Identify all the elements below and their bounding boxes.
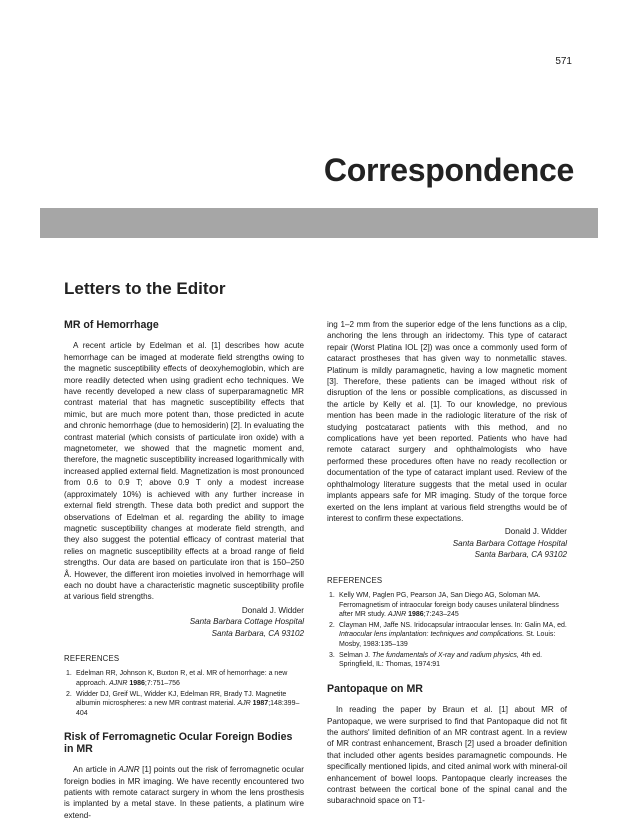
letter1-body: A recent article by Edelman et al. [1] describes how acute hemorrhage can be imaged at moderate field strengths owing to the magnetic susceptibility effects of deoxyhemoglobin, which are more readily detected when using gradient echo techniques. We have recently developed a new class of superparamagnetic MR contrast material that has magnetic susceptibility effects that mimic, but are much more potent than, those predicted in acute and chronic hemorrhage (due to hemosiderin) [2]. In evaluating the contrast material (which consists of particulate iron oxide) with a magnetometer, we showed that the magnetic moment and, therefore, the magnetic susceptibility increased logarithmically with increased applied external field. Magnetization is most pronounced from 0.6 to 0.9 T; above 0.9 T only a modest increase (approximately 10%) is achieved with any further increase in external field strength. These data both predict and support the observations of Edelman et al. regarding the ability to image magnetic susceptibility changes at moderate field strength, and they also suggest the potential efficacy of contrast material that relies on magnetic susceptibility effects at a broad range of field strengths. Our data are based on particulate iron that is 150–250 Å. However, the different iron moieties involved in hemorrhage will each no doubt have a characteristic magnetic susceptibility profile at various field strengths. bbox=[64, 341, 304, 602]
reference-item: 2. Clayman HM, Jaffe NS. Iridocapsular intraocular lenses. In: Galin MA, ed. Intraocular lens implantation: techniques and complications. St. Louis: Mosby, 1983:135–139 bbox=[329, 621, 567, 648]
letter1-signature bbox=[64, 605, 304, 639]
letters-heading: Letters to the Editor bbox=[64, 279, 226, 298]
letter2-signature bbox=[327, 526, 567, 560]
letter3-body: In reading the paper by Braun et al. [1] about MR of Pantopaque, we were surprised to find that Pantopaque did not fit the authors' limited definition of an MR contrast agent. In a review of MR contrast enhancement, Brasch [2] used a broader definition that included other agents besides paramagnetic compounds. He specifically mentioned lipids, and cited animal work with mineral-oil enhancement of bowel loops. Pantopaque clearly increases the contrast between the cortical bone of the spinal canal and the subarachnoid space on T1- bbox=[327, 705, 567, 806]
letter2-sig-aff2: Santa Barbara, CA 93102 bbox=[474, 550, 567, 560]
letter1-heading: MR of Hemorrhage bbox=[64, 319, 159, 331]
letter2-refs-heading: REFERENCES bbox=[327, 575, 383, 585]
letter2-sig-name: Donald J. Widder bbox=[504, 527, 567, 537]
reference-item: 1. Kelly WM, Paglen PG, Pearson JA, San Diego AG, Soloman MA. Ferromagnetism of intraocular foreign body causes unilateral blindness after MR study. AJNR 1986;7:243–245 bbox=[329, 591, 559, 619]
letter1-sig-name: Donald J. Widder bbox=[241, 605, 304, 615]
letter2-body-continued: ing 1–2 mm from the superior edge of the lens functions as a clip, anchoring the lens through an iridectomy. This type of cataract repair (Worst Platina IOL [2]) was once a commonly used form of cataract prostheses that has given way to nonmetallic staves. Platinum is mildly paramagnetic, having a low magnetic moment [3]. Therefore, these patients can be imaged without risk of disruption of the lens or possible complications, as discussed in the article by Kelly et al. [1]. To our knowledge, no previous mention has been made in the radiologic literature of the risk of studying postcataract patients with this method, and no complications have yet been reported. Patients who have had remote cataract surgery and ophthalmologists who have performed these procedures often have no ready recollection or documentation of the type of cataract implant used. Review of the ophthalmology literature suggests that the metal used in ocular implants appears safe for MR imaging. Study of the torque force exerted on the lens implant at various field strengths would be of interest to confirm these expectations. bbox=[327, 320, 567, 523]
letter1-sig-aff1: Santa Barbara Cottage Hospital bbox=[189, 617, 304, 627]
letter2-body-start: An article in AJNR [1] points out the risk of ferromagnetic ocular foreign bodies in MR imaging. We have recently encountered two patients with remote cataract surgery in whom the lens prosthesis is implanted by a metal stave. In these patients, a platinum wire extend- bbox=[64, 765, 304, 820]
header-band bbox=[40, 208, 598, 238]
letter2-references bbox=[327, 591, 567, 670]
section-title: Correspondence bbox=[323, 152, 574, 188]
letter1-refs-heading: REFERENCES bbox=[64, 653, 120, 663]
letter2-sig-aff1: Santa Barbara Cottage Hospital bbox=[452, 538, 567, 548]
right-column bbox=[327, 319, 567, 807]
reference-item: 1. Edelman RR, Johnson K, Buxton R, et al. MR of hemorrhage: a new approach. AJNR 1986;7:751–756 bbox=[66, 670, 288, 687]
letter2-heading: Risk of Ferromagnetic Ocular Foreign Bodies in MR bbox=[64, 731, 293, 755]
letter1-references bbox=[64, 669, 304, 718]
page-number: 571 bbox=[555, 56, 572, 67]
left-column bbox=[64, 320, 304, 821]
letter3-heading: Pantopaque on MR bbox=[327, 682, 423, 695]
reference-item: 2. Widder DJ, Greif WL, Widder KJ, Edelman RR, Brady TJ. Magnetite albumin microspheres: a new MR contrast material. AJR 1987;148:399–404 bbox=[66, 690, 300, 717]
reference-item: 3. Selman J. The fundamentals of X-ray and radium physics, 4th ed. Springfield, IL: Thomas, 1974:91 bbox=[329, 651, 543, 669]
letter1-sig-aff2: Santa Barbara, CA 93102 bbox=[211, 628, 304, 638]
